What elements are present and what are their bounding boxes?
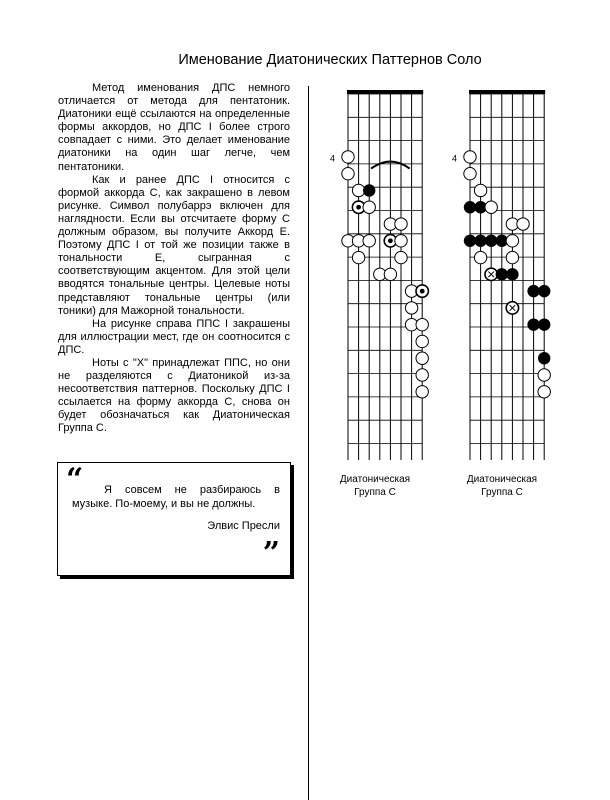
note-open — [352, 251, 364, 263]
caption-left-line2: Группа С — [354, 487, 396, 498]
note-open — [506, 251, 518, 263]
note-filled — [527, 318, 539, 330]
paragraph-1: Метод именования ДПС немного отличается от метода для пентатоник. Диатоники ещё ссылаются на определенные формы аккордов, но ДПС I более строго совпадает с ними. Это делает именование диатоники на один шаг легче, чем пентатоники. — [58, 82, 290, 173]
note-target-dot — [356, 205, 361, 210]
note-open — [464, 151, 476, 163]
note-filled — [464, 235, 476, 247]
note-open — [416, 386, 428, 398]
quote-close-mark: ” — [262, 536, 280, 571]
quote-open-mark: “ — [66, 462, 84, 497]
note-filled — [538, 352, 550, 364]
caption-right — [452, 473, 552, 499]
fretboard-diagram-left — [330, 90, 428, 460]
fret-number-label-right: 4 — [452, 153, 458, 164]
note-open — [416, 352, 428, 364]
nut-right — [469, 90, 545, 94]
note-open — [363, 201, 375, 213]
note-filled — [506, 268, 518, 280]
note-open — [395, 251, 407, 263]
body-text — [58, 82, 290, 436]
caption-right-line2: Группа С — [481, 487, 523, 498]
note-open — [506, 235, 518, 247]
caption-left — [325, 473, 425, 499]
note-open — [342, 167, 354, 179]
note-open — [395, 235, 407, 247]
paragraph-3: На рисунке справа ППС I закрашены для иллюстрации мест, где он соотносится с ДПС. — [58, 317, 290, 356]
note-open — [405, 302, 417, 314]
quote-text: Я совсем не разбираюсь в музыке. По-моему, и вы не должны. — [72, 484, 280, 510]
column-divider — [308, 86, 309, 800]
fretboard-diagram-right — [452, 90, 550, 460]
note-filled — [474, 235, 486, 247]
note-open — [384, 268, 396, 280]
note-open — [538, 369, 550, 381]
paragraph-2: Как и ранее ДПС I относится с формой аккорда С, как закрашено в левом рисунке. Символ полубаррэ включен для наглядности. Если вы отсчитаете форму С должным образом, вы получите Аккорд Е. Поэтому ДПС I от той же позиции также в тональности Е, сыгранная с соответствующим акцентом. Для этой цели вводятся тональные центры. Целевые ноты представляют тональные центры (или тоники) для Мажорной тональности. — [58, 173, 290, 317]
note-open — [474, 251, 486, 263]
note-open — [352, 184, 364, 196]
caption-left-line1: Диатоническая — [339, 474, 411, 485]
fretboard-diagrams — [320, 80, 580, 460]
nut-left — [347, 90, 423, 94]
page-title: Именование Диатонических Паттернов Соло — [178, 52, 482, 68]
note-target-dot — [388, 238, 393, 243]
caption-right-line1: Диатоническая — [466, 474, 538, 485]
note-open — [485, 201, 497, 213]
note-filled — [363, 184, 375, 196]
note-target-dot — [420, 289, 425, 294]
note-open — [474, 184, 486, 196]
note-open — [416, 335, 428, 347]
note-filled — [538, 285, 550, 297]
note-filled — [496, 268, 508, 280]
note-open — [342, 151, 354, 163]
note-open — [538, 386, 550, 398]
quote-author: Элвис Пресли — [207, 520, 280, 532]
note-filled — [527, 285, 539, 297]
quote-box — [57, 462, 291, 576]
note-open — [517, 218, 529, 230]
note-open — [363, 235, 375, 247]
note-open — [416, 318, 428, 330]
note-filled — [485, 235, 497, 247]
note-open — [395, 218, 407, 230]
note-open — [416, 369, 428, 381]
note-open — [464, 167, 476, 179]
paragraph-4: Ноты с "X" принадлежат ППС, но они не разделяются с Диатоникой из-за несоответствия паттернов. Поскольку ДПС I ссылается на форму аккорда С, снова он будет обозначаться как Диатоническая Группа С. — [58, 356, 290, 435]
fret-number-label-left: 4 — [330, 153, 336, 164]
note-filled — [464, 201, 476, 213]
note-filled — [538, 318, 550, 330]
